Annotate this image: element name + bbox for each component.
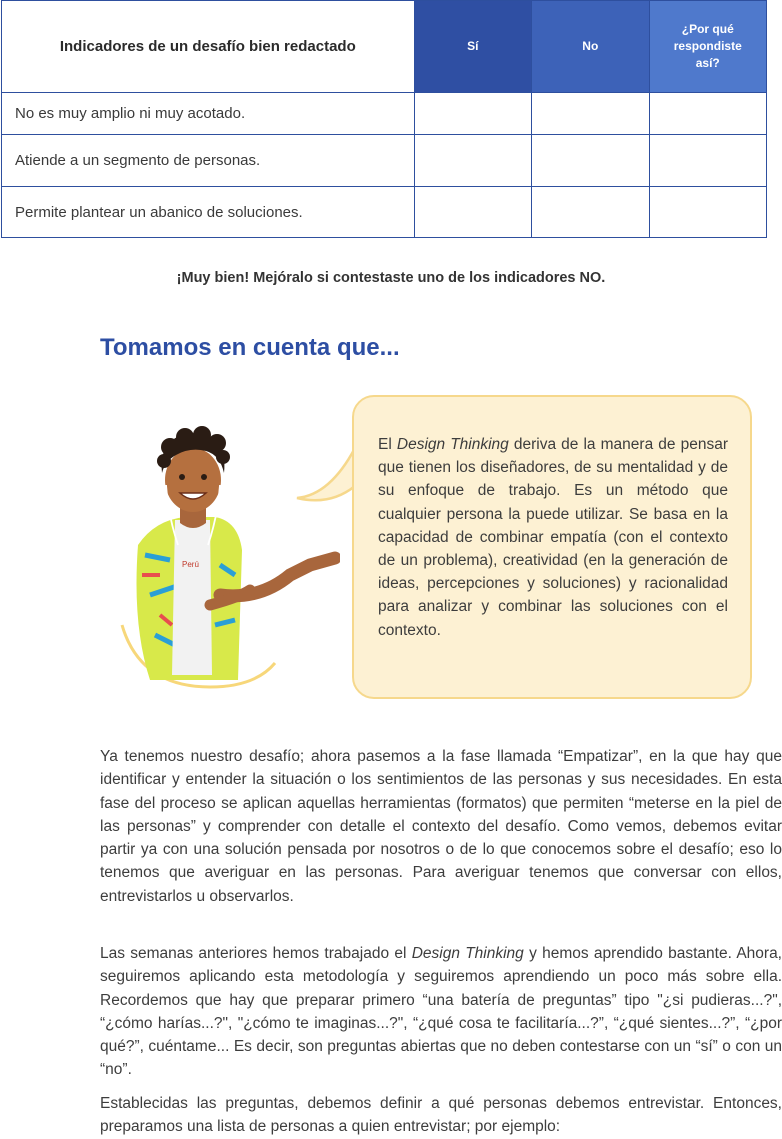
shirt-logo: Perú (182, 560, 199, 569)
header-why-label: ¿Por qué respondiste así? (673, 22, 742, 70)
indicator-cell: No es muy amplio ni muy acotado. (2, 93, 415, 135)
yes-answer-cell[interactable] (414, 187, 531, 238)
paragraph-questions-before: Las semanas anteriores hemos trabajado el (100, 945, 412, 962)
table-row (2, 187, 767, 238)
bubble-text (378, 433, 728, 642)
no-answer-cell[interactable] (532, 135, 649, 187)
bubble-text-after: deriva de la manera de pensar que tienen los diseñadores, de su mentalidad y de su enfoque de trabajo. Es un método que cualquier persona la puede utilizar. Se basa en la capacidad de combinar empatía (con el contexto de un problema), creatividad (en la generación de ideas, percepciones y soluciones) y racionalidad para analizar y combinar las soluciones con el contexto. (378, 436, 728, 639)
why-answer-cell[interactable] (649, 187, 766, 238)
paragraph-questions (100, 942, 782, 1082)
header-why (649, 1, 766, 93)
yes-answer-cell[interactable] (414, 93, 531, 135)
table-header-row (2, 1, 767, 93)
table-row (2, 93, 767, 135)
indicator-cell: Atiende a un segmento de personas. (2, 135, 415, 187)
header-yes: Sí (414, 1, 531, 93)
paragraph-empathize: Ya tenemos nuestro desafío; ahora pasemos a la fase llamada “Empatizar”, en la que hay que identificar y entender la situación o los sentimientos de las personas y sus necesidades. En esta fase del proceso se aplican aquellas herramientas (formatos) que permiten “meterse en la piel de las personas” y comprender con detalle el contexto del desafío. Como vemos, debemos evitar partir ya con una solución pensada por nosotros o de lo que conocemos sobre el desafío; eso lo tenemos que averiguar en las personas. Para averiguar tenemos que conversar con ellos, entrevistarlos u observarlos. (100, 748, 782, 905)
section-title: Tomamos en cuenta que... (100, 334, 400, 361)
indicator-cell: Permite plantear un abanico de soluciones. (2, 187, 415, 238)
bubble-text-emphasis: Design Thinking (396, 436, 509, 453)
why-answer-cell[interactable] (649, 135, 766, 187)
header-indicator: Indicadores de un desafío bien redactado (2, 1, 415, 93)
why-answer-cell[interactable] (649, 93, 766, 135)
evaluation-table (1, 0, 767, 238)
paragraph-interviewees: Establecidas las preguntas, debemos definir a qué personas debemos entrevistar. Entonces, preparamos una lista de personas a quien entrevistar; por ejemplo: (100, 1095, 782, 1136)
paragraph-questions-after: y hemos aprendido bastante. Ahora, seguiremos aplicando esta metodología y seguiremos aprendiendo un poco más sobre ella. Recordemos que hay que preparar primero “una batería de preguntas” tipo "¿si pudieras...?", “¿cómo harías...?", "¿cómo te imaginas...?", “¿qué cosa te facilitaría...?”, “¿qué sientes...?”, “¿por qué?”, cuéntame... Es decir, son preguntas abiertas que no deben contestarse con un “sí” o con un “no”. (100, 945, 782, 1079)
no-answer-cell[interactable] (532, 93, 649, 135)
header-no: No (532, 1, 649, 93)
feedback-message: ¡Muy bien! Mejóralo si contestaste uno de los indicadores NO. (176, 270, 606, 286)
bubble-text-before: El (378, 436, 397, 453)
yes-answer-cell[interactable] (414, 135, 531, 187)
paragraph-questions-emphasis: Design Thinking (411, 945, 524, 962)
table-row (2, 135, 767, 187)
no-answer-cell[interactable] (532, 187, 649, 238)
bubble-tail (295, 440, 357, 510)
